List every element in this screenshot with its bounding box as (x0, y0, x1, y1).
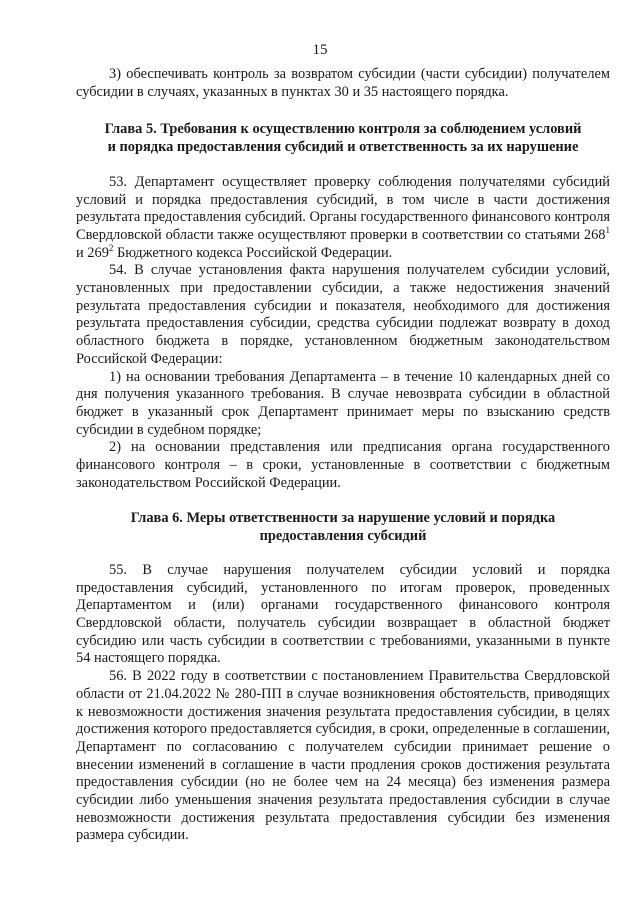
paragraph-item-3: 3) обеспечивать контроль за возвратом субсидии (части субсидии) получателем субсидии в случаях, указанных в пунктах 30 и 35 настоящего порядка. (76, 66, 610, 100)
paragraph-53-text-3: Бюджетного кодекса Российской Федерации. (113, 244, 393, 261)
paragraph-53 (76, 174, 610, 263)
chapter-6-heading-line-2: предоставления субсидий (259, 528, 427, 545)
chapter-6-heading (76, 510, 610, 545)
paragraph-54-item-1: 1) на основании требования Департамента – в течение 10 календарных дней со дня получения указанного требования. В случае невозврата субсидии в областной бюджет в указанный срок Департамент принимает меры по взысканию средств субсидии в судебном порядке; (76, 368, 610, 438)
paragraph-54: 54. В случае установления факта нарушения получателем субсидии условий, установленных при предоставлении субсидии, а также недостижения значений результата предоставления субсидии и показателя, необходимого для достижения результата предоставления субсидии, средства субсидии подлежат возврату в доход областного бюджета в порядке, установленном бюджетным законодательством Российской Федерации: (76, 262, 610, 367)
paragraph-53-text-1: 53. Департамент осуществляет проверку соблюдения получателями субсидий условий и порядка предоставления субсидий, в том числе в части достижения результата предоставления субсидий. Органы государственного финансового контроля Свердловской области также осуществляют проверки в соответствии со статьями 268 (76, 173, 610, 243)
page-number: 15 (312, 42, 328, 58)
chapter-5-heading-line-1: Глава 5. Требования к осуществлению контроля за соблюдением условий (104, 121, 582, 138)
superscript-2: 2 (108, 242, 114, 253)
paragraph-53-text-2: и 269 (76, 244, 109, 261)
superscript-1: 1 (605, 224, 610, 235)
paragraph-56: 56. В 2022 году в соответствии с постановлением Правительства Свердловской области от 21.04.2022 № 280-ПП в случае возникновения обстоятельств, приводящих к невозможности достижения значения результата предоставления субсидии, в целях достижения которого предоставляется субсидия, в сроки, определенные в соглашении, Департамент по согласованию с получателем субсидии принимает решение о внесении изменений в соглашение в части продления сроков достижения результата предоставления субсидии (но не более чем на 24 месяца) без изменения размера субсидии либо уменьшения значения результата предоставления субсидии в случае невозможности достижения результата предоставления субсидии без изменения размера субсидии. (76, 668, 610, 844)
chapter-5-heading-line-2: и порядка предоставления субсидий и ответственность за их нарушение (107, 139, 579, 156)
paragraph-55: 55. В случае нарушения получателем субсидии условий и порядка предоставления субсидий, установленного по итогам проверок, проведенных Департаментом и (или) органами государственного финансового контроля Свердловской области, получатель субсидии возвращает в областной бюджет субсидию или часть субсидии в соответствии с требованиями, указанными в пункте 54 настоящего порядка. (76, 561, 610, 667)
chapter-5-heading (76, 121, 610, 156)
chapter-6-heading-line-1: Глава 6. Меры ответственности за нарушение условий и порядка (130, 510, 556, 527)
page-content (76, 66, 610, 845)
paragraph-54-item-2: 2) на основании представления или предписания органа государственного финансового контроля – в сроки, установленные в соответствии с бюджетным законодательством Российской Федерации. (76, 439, 610, 491)
